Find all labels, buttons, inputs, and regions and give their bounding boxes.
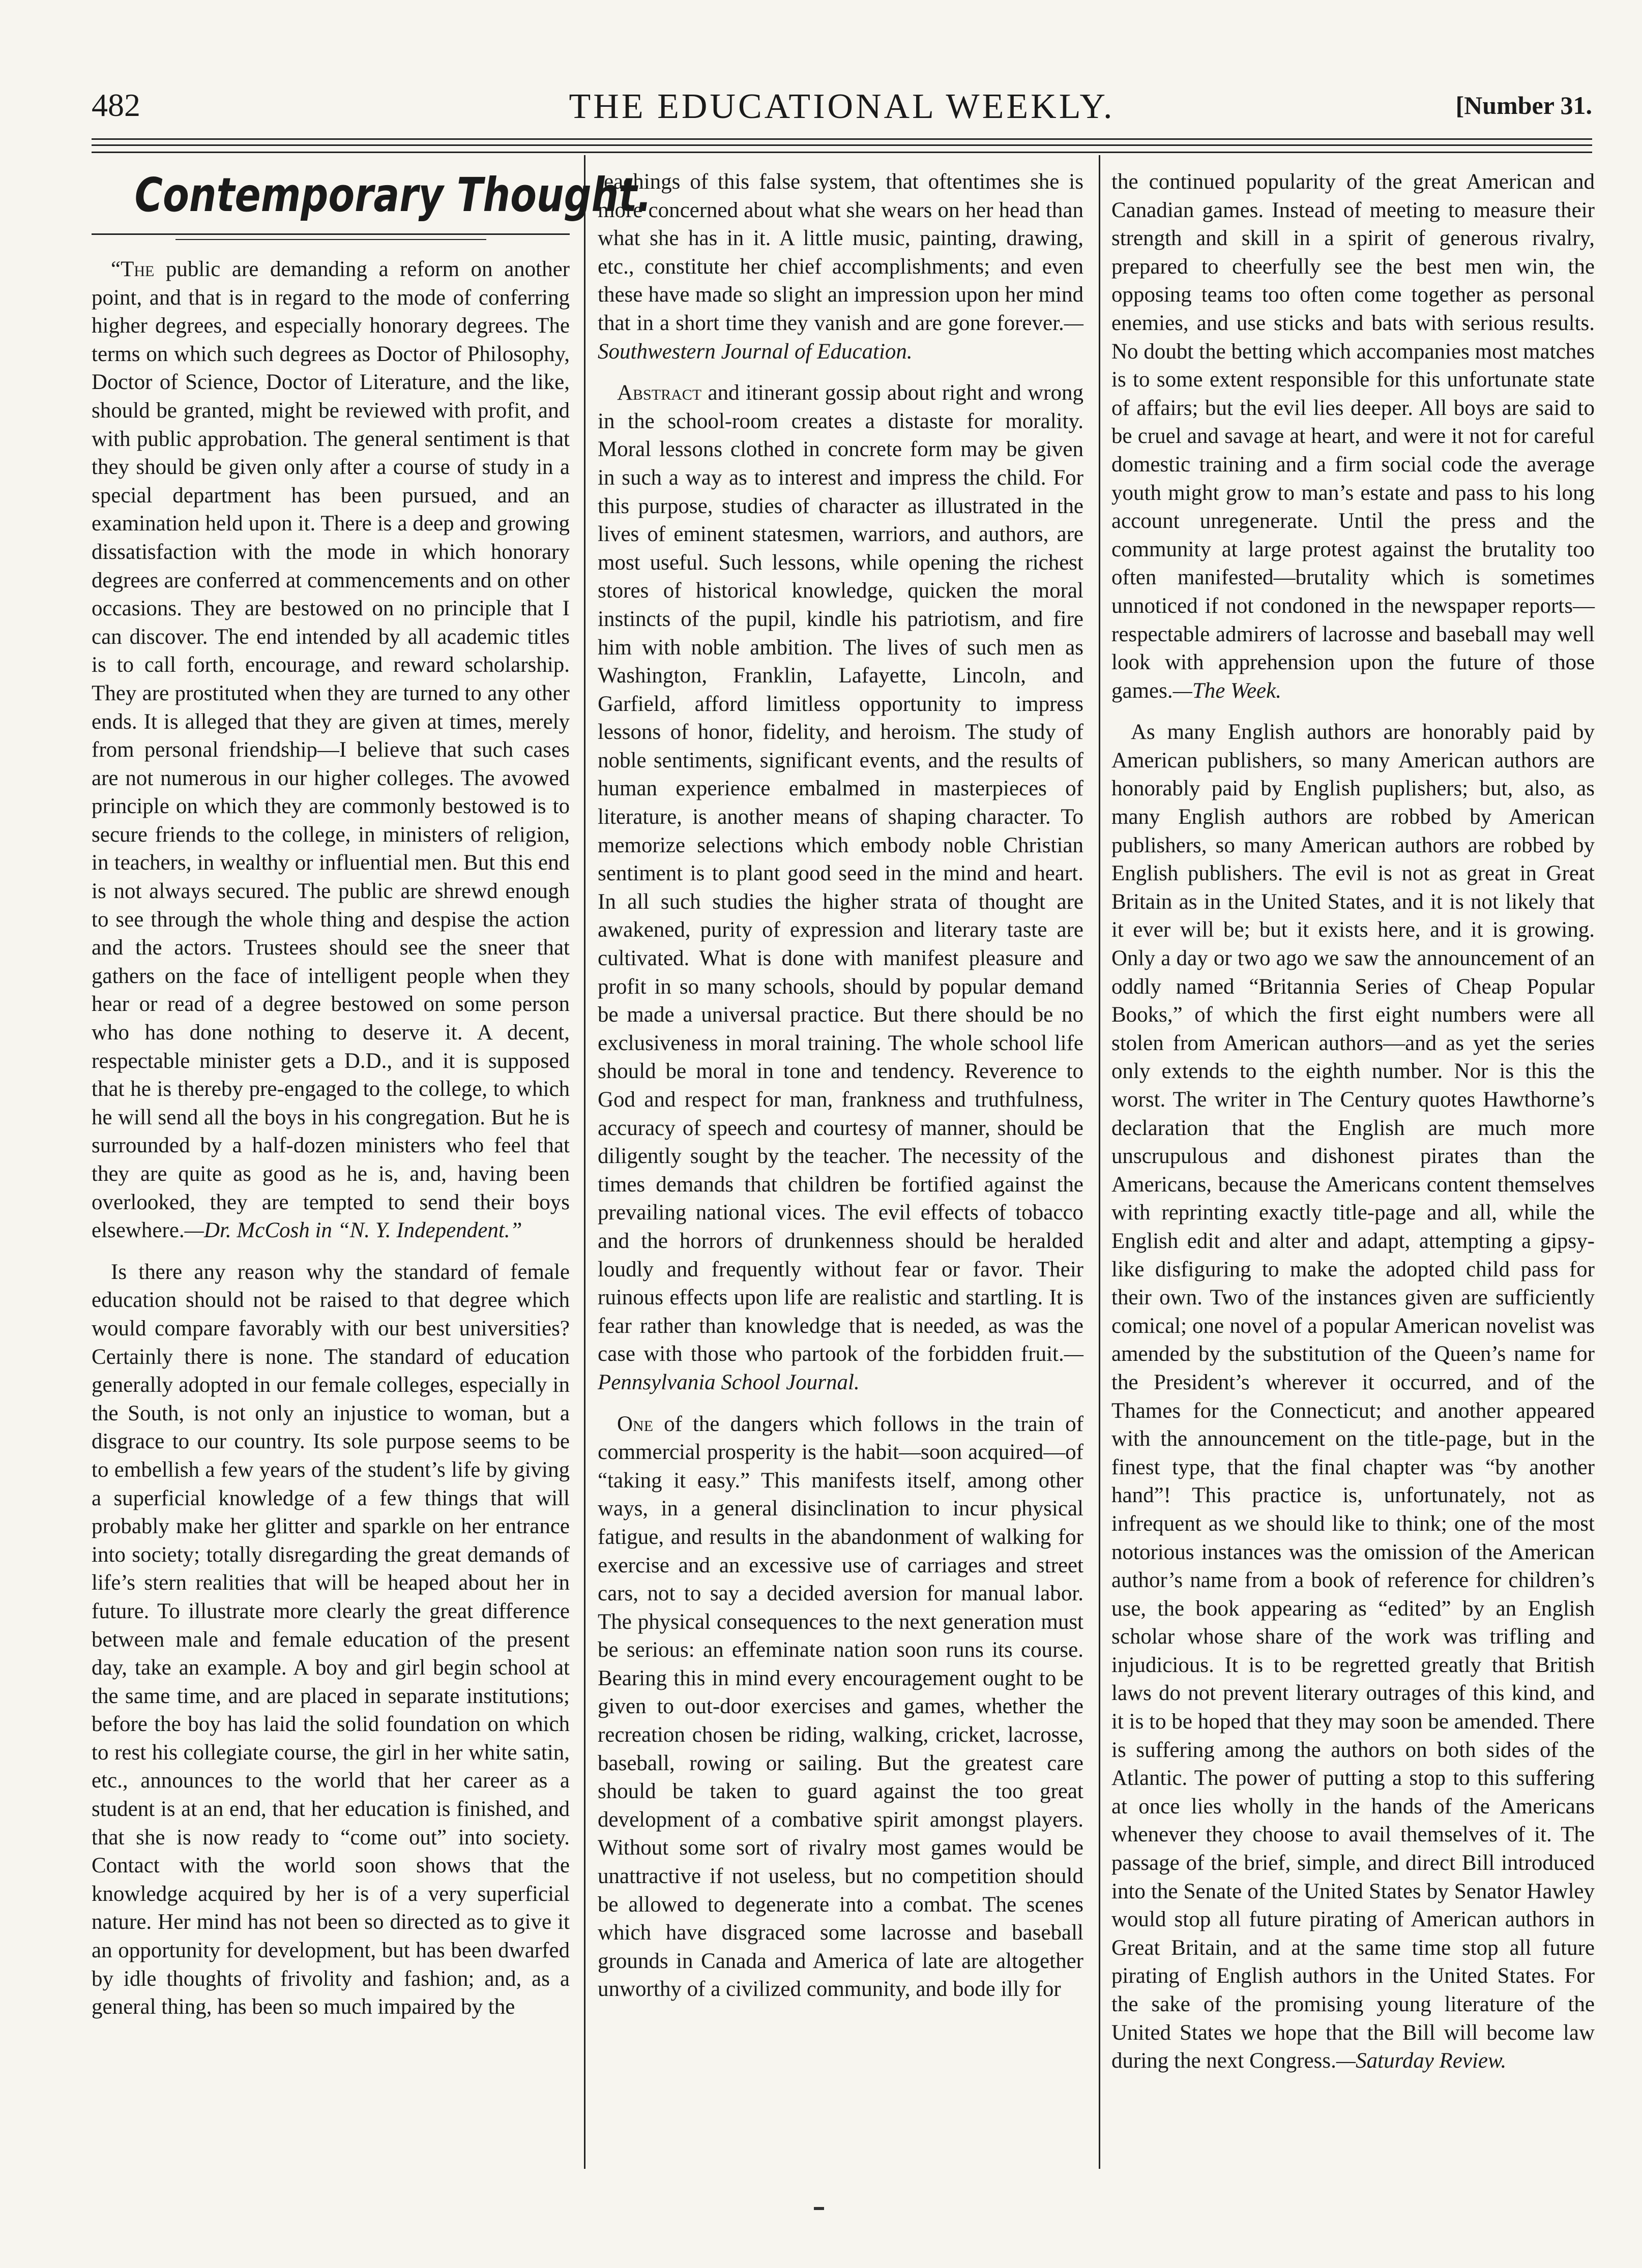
lead-word: One [617, 1412, 654, 1436]
article-paragraph [1111, 168, 1595, 705]
journal-title: THE EDUCATIONAL WEEKLY. [569, 87, 1115, 126]
article-paragraph [598, 1410, 1083, 2004]
heading-rule [175, 239, 486, 240]
column-divider [584, 155, 585, 2169]
section-heading: Contemporary Thought. [134, 168, 652, 222]
paragraph-text: and itinerant gossip about right and wrong in the school-room creates a distaste for morality. Moral lessons clothed in concrete form may be given in such a way as to interest and impress the child. For this purpose, studies of character as illustrated in the lives of eminent statesmen, warriors, and authors, are most useful. Such lessons, while opening the richest stores of historical knowledge, quicken the moral instincts of the pupil, kindle his patriotism, and fire him with noble ambition. The lives of such men as Washington, Franklin, Lafayette, Lincoln, and Garfield, afford limitless opportunity to impress lessons of honor, fidelity, and heroism. The study of noble sentiments, significant events, and the results of human experience embalmed in masterpieces of literature, is another means of shaping character. To memorize selections which embody noble Christian sentiment is to plant good seed in the mind and heart. In all such studies the higher strata of thought are awakened, purity of expression and literary taste are cultivated. What is done with manifest pleasure and profit in so many schools, should by popular demand be made a universal practice. But there should be no exclusiveness in moral training. The whole school life should be moral in tone and tendency. Reverence to God and respect for man, frankness and truthfulness, accuracy of speech and courtesy of manner, should be diligently sought by the teacher. The necessity of the times demands that children be fortified against the prevailing national vices. The evil effects of tobacco and the horrors of drunkenness should be heralded loudly and frequently without fear or favor. Their ruinous effects upon life are realistic and startling. It is fear rather than knowledge that is needed, as was the case with those who partook of the forbidden fruit. [598, 381, 1083, 1366]
article-source: —Saturday Review. [1336, 2049, 1507, 2073]
page-number: 482 [92, 87, 140, 123]
paragraph-text: public are demanding a reform on another point, and that is in regard to the mode of conferring higher degrees, and especially honorary degrees. The terms on which such degrees as Doctor of Philosophy, Doctor of Science, Doctor of Literature, and the like, should be granted, might be reviewed with profit, and with public approbation. The general sentiment is that they should be given only after a course of study in a special department has been pursued, and an examination held upon it. There is a deep and growing dissatisfaction with the mode in which honorary degrees are conferred at commencements and on other occasions. They are bestowed on no principle that I can discover. The end intended by all academic titles is to call forth, encourage, and reward scholarship. They are prostituted when they are turned to any other ends. It is alleged that they are given at times, merely from personal friendship—I believe that such cases are not numerous in our higher colleges. The avowed principle on which they are commonly bestowed is to secure friends to the college, in ministers of religion, in teachers, in wealthy or influential men. But this end is not always secured. The public are shrewd enough to see through the whole thing and despise the action and the actors. Trustees should see the sneer that gathers on the face of intelligent people when they hear or read of a degree bestowed on some person who has done nothing to deserve it. A decent, respectable minister gets a D.D., and it is supposed that he is thereby pre-engaged to the college, to which he will send all the boys in his congregation. But he is surrounded by a half-dozen ministers who feel that they are quite as good as he is, and, having been overlooked, they are tempted to send their boys elsewhere. [92, 257, 570, 1243]
column-divider [1099, 155, 1100, 2169]
article-paragraph [1111, 718, 1595, 2075]
column-1 [92, 168, 652, 2166]
header-rule [92, 144, 1592, 146]
column-2 [598, 168, 1083, 2166]
column-3 [1111, 168, 1595, 2166]
article-paragraph [598, 168, 1083, 366]
paragraph-text: the continued popularity of the great American and Canadian games. Instead of meeting to measure their strength and skill in a spirit of generous rivalry, prepared to cheerfully see the best men win, the opposing teams too often come together as personal enemies, and use sticks and bats with serious results. No doubt the betting which accompanies most matches is to some extent responsible for this unfortunate state of affairs; but the evil lies deeper. All boys are said to be cruel and savage at heart, and were it not for careful domestic training and a firm social code the average youth might grow to man’s estate and pass to his long account unregenerate. Until the press and the community at large protest against the brutality too often manifested—brutality which is sometimes unnoticed if not condoned in the newspaper reports—respectable admirers of lacrosse and baseball may well look with apprehension upon the future of those games. [1111, 170, 1595, 703]
article-source: —Pennsylvania School Journal. [598, 1342, 1083, 1394]
lead-word: Abstract [617, 381, 702, 405]
article-source: —Dr. McCosh in “N. Y. Independent.” [184, 1218, 522, 1243]
header-rule [92, 152, 1592, 153]
paragraph-text: As many English authors are honorably paid by American publishers, so many American authors are honorably paid by English puplishers; but, also, as many English authors are robbed by American publishers, so many American authors are robbed by English publishers. The evil is not as great in Great Britain as in the United States, and it is not likely that it ever will be; but it exists here, and it is growing. Only a day or two ago we saw the announcement of an oddly named “Britannia Series of Cheap Popular Books,” of which the first eight numbers were all stolen from American authors—and as yet the series only extends to the eighth number. Nor is this the worst. The writer in The Century quotes Hawthorne’s declaration that the English are much more unscrupulous and dishonest pirates than the Americans, because the Americans content themselves with reprinting exactly title-page and all, while the English edit and alter and adapt, attempting a gipsy-like disfiguring to make the adopted child pass for their own. Two of the instances given are sufficiently comical; one novel of a popular American novelist was amended by the substitution of the Queen’s name for the President’s wherever it occurred, and of the Thames for the Connecticut; and another appeared with the announcement on the title-page, but in the finest type, that the final chapter was “by another hand”! This practice is, unfortunately, not as infrequent as we should like to think; one of the most notorious instances was the omission of the American author’s name from a book of reference for children’s use, the book appearing as “edited” by an English scholar whose share of the work was trifling and injudicious. It is to be regretted greatly that British laws do not prevent literary outrages of this kind, and it is to be hoped that they may soon be amended. There is suffering among the authors on both sides of the Atlantic. The power of putting a stop to this suffering at once lies wholly in the hands of the Americans whenever they choose to avail themselves of it. The passage of the brief, simple, and direct Bill introduced into the Senate of the United States by Senator Hawley would stop all future pirating of American authors in Great Britain, and at the same time stop all future pirating of English authors in the United States. For the sake of the promising young literature of the United States we hope that the Bill will become law during the next Congress. [1111, 720, 1595, 2073]
article-source: —The Week. [1172, 678, 1281, 703]
header-rule [92, 138, 1592, 140]
paragraph-text: Is there any reason why the standard of female education should not be raised to that degree which would compare favorably with our best universities? Certainly there is none. The standard of education generally adopted in our female colleges, especially in the South, is not only an injustice to woman, but a disgrace to our country. Its sole purpose seems to be to embellish a few years of the student’s life by giving a superficial knowledge of a few things that will probably make her glitter and sparkle on her entrance into society; totally disregarding the great demands of life’s stern realities that will be heaped about her in future. To illustrate more clearly the great difference between male and female education of the present day, take an example. A boy and girl begin school at the same time, and are placed in separate institutions; before the boy has laid the solid foundation on which to rest his collegiate course, the girl in her white satin, etc., announces to the world that her career as a student is at an end, that her education is finished, and that she is now ready to “come out” into society. Contact with the world soon shows that the knowledge acquired by her is of a very superficial nature. Her mind has not been so directed as to give it an opportunity for development, but has been dwarfed by idle thoughts of frivolity and fashion; and, as a general thing, has been so much impaired by the [92, 1260, 570, 2019]
article-source: —Southwestern Journal of Education. [598, 311, 1083, 364]
article-paragraph [598, 379, 1083, 1396]
lead-word: “The [111, 257, 155, 281]
paragraph-text: of the dangers which follows in the train of commercial prosperity is the habit—soon acquired—of “taking it easy.” This manifests itself, among other ways, in a general disinclination to incur physical fatigue, and results in the abandonment of walking for exercise and an excessive use of carriages and street cars, not to say a decided aversion for manual labor. The physical consequences to the next generation must be serious: an effeminate nation soon runs its course. Bearing this in mind every encouragement ought to be given to out-door exercises and games, whether the recreation chosen be riding, walking, cricket, lacrosse, baseball, rowing or sailing. But the greatest care should be taken to guard against the too great development of a combative spirit amongst players. Without some sort of rivalry most games would be unattractive if not useless, but no competition should be allowed to degenerate into a combat. The scenes which have disgraced some lacrosse and baseball grounds in Canada and America of late are altogether unworthy of a civilized community, and bode illy for [598, 1412, 1083, 2002]
article-paragraph [92, 255, 570, 1245]
page-header [92, 86, 1592, 132]
heading-rule [92, 233, 570, 235]
article-paragraph [92, 1258, 570, 2021]
footer-mark [814, 2207, 824, 2210]
paragraph-text: teachings of this false system, that oftentimes she is more concerned about what she wears on her head than what she has in it. A little music, painting, drawing, etc., constitute her chief accomplishments; and even these have made so slight an impression upon her mind that in a short time they vanish and are gone forever. [598, 170, 1083, 335]
issue-number: [Number 31. [1455, 91, 1592, 120]
